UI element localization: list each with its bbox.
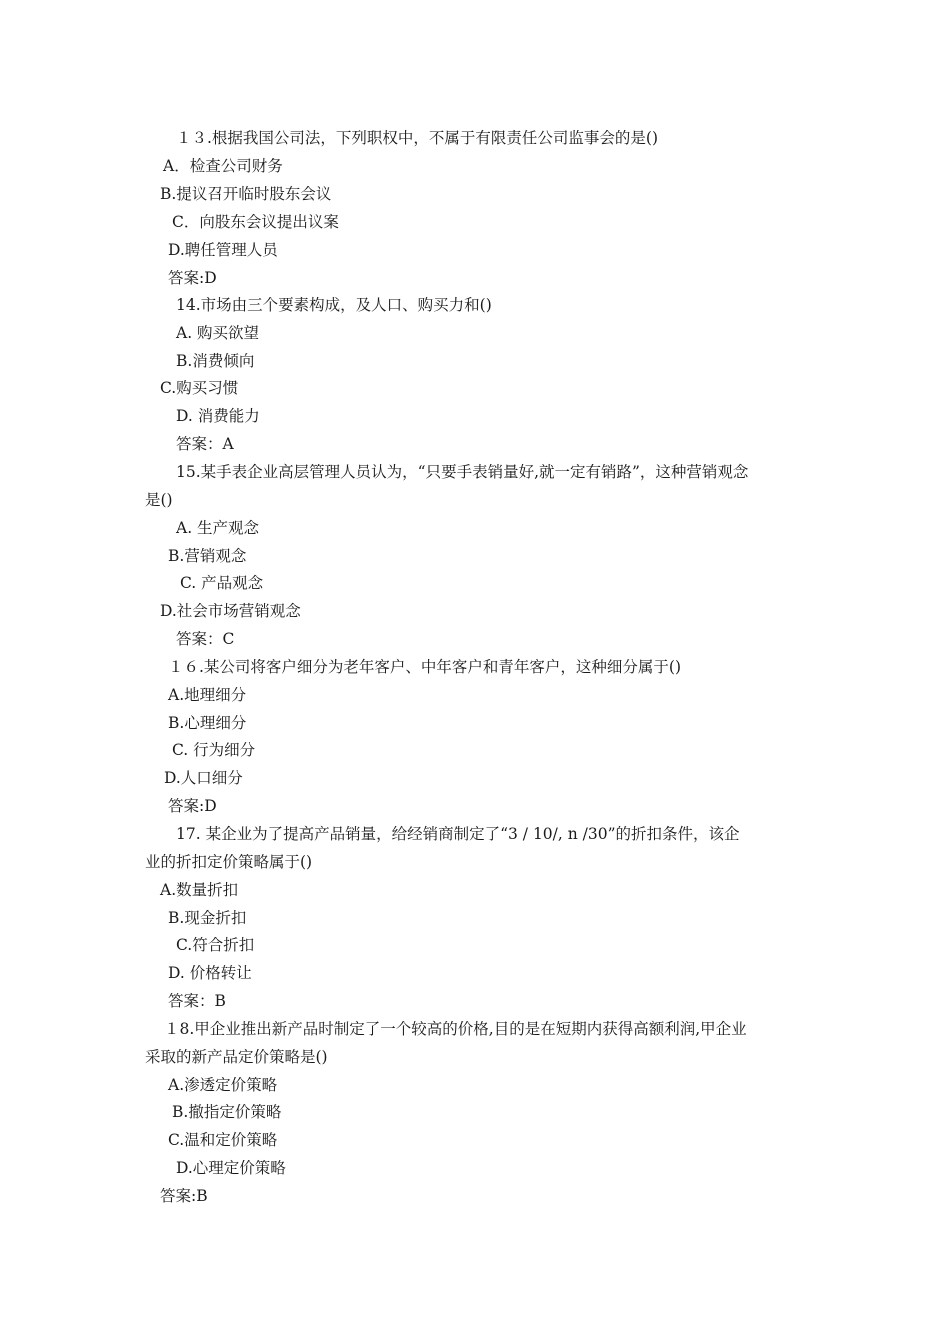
- question-18: １8.甲企业推出新产品时制定了一个较高的价格,目的是在短期内获得高额利润,甲企业: [164, 1020, 747, 1038]
- q16-option-b: B.心理细分: [168, 714, 247, 732]
- question-16: １６.某公司将客户细分为老年客户、中年客户和青年客户，这种细分属于(): [168, 658, 682, 676]
- q16-option-a: A.地理细分: [168, 686, 247, 704]
- question-15-cont: 是(): [145, 491, 173, 509]
- q14-option-b: B.消费倾向: [176, 352, 255, 370]
- q18-answer: 答案:B: [160, 1187, 208, 1205]
- q18-option-d: D.心理定价策略: [176, 1159, 286, 1177]
- q17-option-a: A.数量折扣: [160, 881, 239, 899]
- question-17-cont: 业的折扣定价策略属于(): [145, 853, 313, 871]
- q15-option-a: A. 生产观念: [176, 519, 260, 537]
- q17-option-b: B.现金折扣: [168, 909, 247, 927]
- q18-option-b: B.撤指定价策略: [172, 1103, 282, 1121]
- q13-option-c: C．向股东会议提出议案: [172, 213, 339, 231]
- q15-option-d: D.社会市场营销观念: [160, 602, 301, 620]
- q14-option-d: D. 消费能力: [176, 407, 260, 425]
- question-18-cont: 采取的新产品定价策略是(): [145, 1048, 328, 1066]
- q14-option-c: C.购买习惯: [160, 379, 239, 397]
- question-17: 17. 某企业为了提高产品销量，给经销商制定了“3 / 10/, n /30”的折扣条件，该企: [176, 825, 740, 843]
- q13-answer: 答案:D: [168, 269, 217, 287]
- question-15: 15.某手表企业高层管理人员认为，“只要手表销量好,就一定有销路”，这种营销观念: [176, 463, 749, 481]
- q16-option-d: D.人口细分: [164, 769, 243, 787]
- q18-option-a: A.渗透定价策略: [168, 1076, 278, 1094]
- q14-answer: 答案：A: [176, 435, 234, 453]
- q15-option-c: C. 产品观念: [180, 574, 264, 592]
- q15-answer: 答案：C: [176, 630, 235, 648]
- q16-answer: 答案:D: [168, 797, 217, 815]
- q17-answer: 答案：B: [168, 992, 226, 1010]
- q13-option-d: D.聘任管理人员: [168, 241, 278, 259]
- q15-option-b: B.营销观念: [168, 547, 247, 565]
- q17-option-d: D. 价格转让: [168, 964, 252, 982]
- q13-option-b: B.提议召开临时股东会议: [160, 185, 332, 203]
- q16-option-c: C. 行为细分: [172, 741, 256, 759]
- question-13: １３.根据我国公司法，下列职权中，不属于有限责任公司监事会的是(): [176, 129, 659, 147]
- q14-option-a: A. 购买欲望: [176, 324, 260, 342]
- q13-option-a: A．检查公司财务: [163, 157, 283, 175]
- q18-option-c: C.温和定价策略: [168, 1131, 278, 1149]
- question-14: 14.市场由三个要素构成，及人口、购买力和(): [176, 296, 492, 314]
- q17-option-c: C.符合折扣: [176, 936, 255, 954]
